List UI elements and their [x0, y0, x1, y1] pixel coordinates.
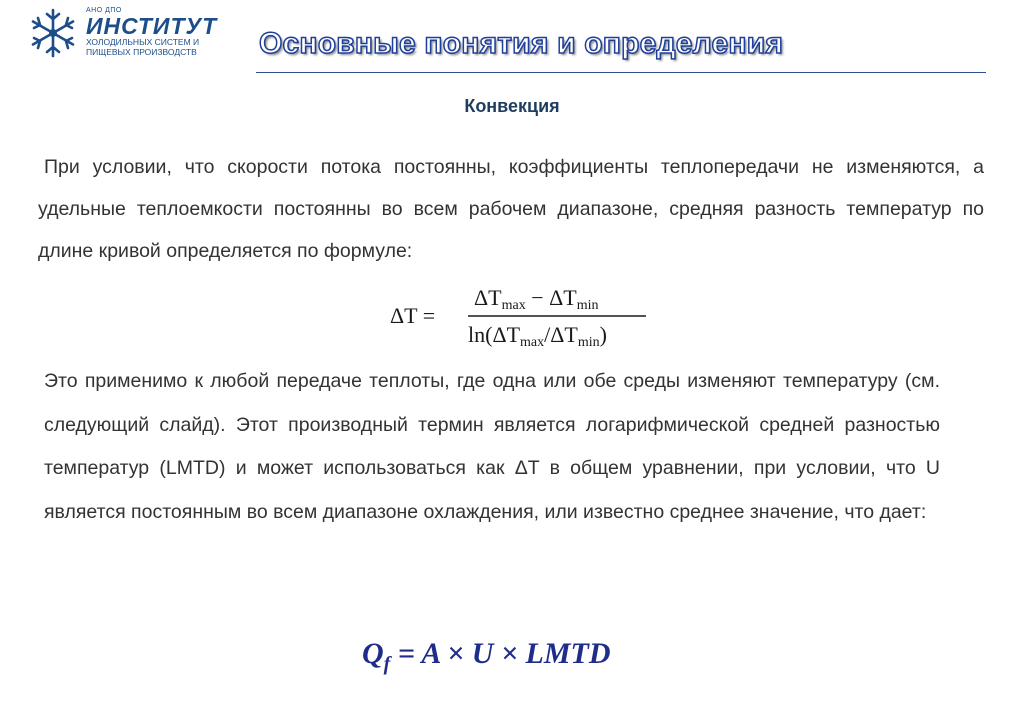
formula-q: Q	[362, 637, 384, 670]
formula-numerator: ΔTmax − ΔTmin	[474, 285, 599, 313]
formula-lhs: ΔT =	[390, 303, 436, 328]
section-heading: Конвекция	[464, 96, 560, 116]
formula-rest: = A × U × LMTD	[390, 637, 611, 670]
formula-denominator: ln(ΔTmax/ΔTmin)	[468, 322, 607, 350]
institute-logo	[26, 6, 246, 66]
paragraph-lmtd: Это применимо к любой передаче теплоты, где одна или обе среды изменяют температуру (см. следующий слайд). Этот производный термин является логарифмической средней разностью температур (LMTD) и может использоваться как ΔT в общем уравнении, при условии, что U является постоянным во всем диапазоне охлаждения, или известно среднее значение, что дает:	[44, 370, 940, 523]
logo-text	[86, 6, 217, 57]
snowflake-icon	[26, 6, 80, 60]
logo-subtitle-line1: ХОЛОДИЛЬНЫХ СИСТЕМ И	[86, 37, 200, 47]
paragraph-conditions: При условии, что скорости потока постоянны, коэффициенты теплопередачи не изменяются, а удельные теплоемкости постоянны во всем рабочем диапазоне, средняя разность температур по длине кривой определяется по формуле:	[38, 156, 984, 262]
heat-flow-formula	[362, 637, 611, 676]
logo-name: ИНСТИТУТ	[86, 13, 218, 39]
formula-q-sub: f	[383, 653, 391, 675]
slide-title: Основные понятия и определения	[258, 27, 784, 60]
lmtd-formula	[388, 282, 658, 352]
title-underline	[256, 72, 986, 73]
logo-top-line: АНО ДПО	[86, 7, 122, 14]
logo-subtitle-line2: ПИЩЕВЫХ ПРОИЗВОДСТВ	[86, 47, 197, 57]
